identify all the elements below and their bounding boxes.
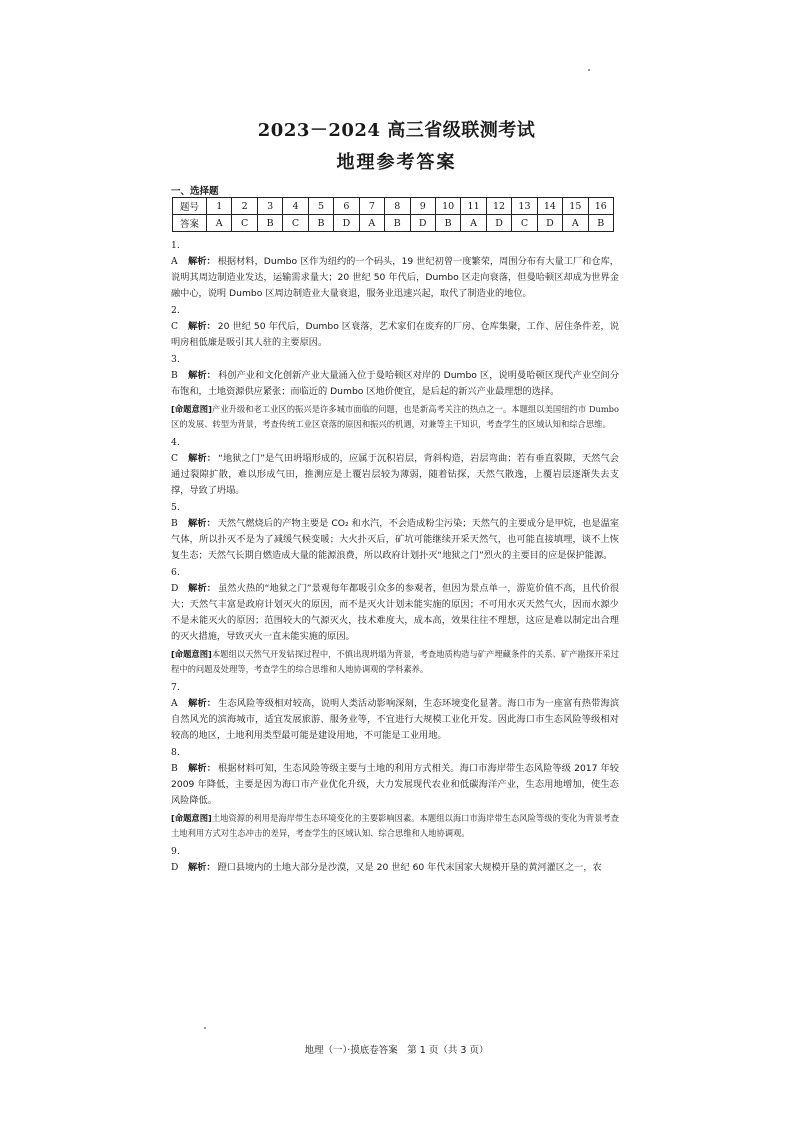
- intent-text: 产业升级和老工业区的振兴是许多城市面临的问题，也是新高考关注的热点之一。本题组以美国纽约市 Dumbo 区的发展、转型为背景，考查传统工业区衰落的原因和振兴的机遇，对兼等主干知识，考查学生的区域认知和综合思维。: [171, 404, 619, 429]
- section-heading: 一、选择题: [171, 186, 219, 197]
- intent-text: 土地资源的利用是海岸带生态环境变化的主要影响因素。本题组以海口市海岸带生态风险等级的变化为背景考查土地利用方式对生态冲击的差异，考查学生的区域认知、综合思维和人地协调观。: [171, 813, 619, 838]
- question-number-cell: 11: [461, 198, 486, 215]
- analysis-text: 科创产业和文化创新产业大量涌入位于曼哈顿区对岸的 Dumbo 区，说明曼哈顿区现代产业空间分布饱和，土地资源供应紧张；而临近的 Dumbo 区地价便宜，是后起的新兴产业最理想的选择。: [171, 370, 620, 397]
- analysis-text: “地狱之门”是气田坍塌形成的，应属于沉积岩层，背斜构造，岩层弯曲；若有垂直裂隙，天然气会通过裂隙扩散，难以形成气田，推测应是上覆岩层较为薄弱，随着钻探，天然气散逸，上覆岩层逐渐失去支撑，导致了坍塌。: [171, 453, 619, 496]
- question-number-cell: 12: [486, 198, 511, 215]
- answer-cell: D: [334, 215, 359, 232]
- answer-cell: C: [232, 215, 257, 232]
- answer-cell: C: [283, 215, 308, 232]
- item-number: 7. A: [171, 682, 180, 709]
- answer-table: [172, 197, 614, 232]
- answer-cell: D: [486, 215, 511, 232]
- scan-speck: [204, 1027, 206, 1029]
- row-label-answers: 答案: [173, 215, 207, 232]
- answer-cell: B: [435, 215, 460, 232]
- analysis-label: 解析：: [188, 256, 216, 267]
- analysis-text: 20 世纪 50 年代后，Dumbo 区衰落，艺术家们在废弃的厂房、仓库集聚，工作、居住条件差，说明房租低廉是吸引其人驻的主要原因。: [171, 321, 619, 348]
- item-number: 1. A: [171, 240, 180, 267]
- intent-text: 本题组以天然气开发钻探过程中，不慎出现坍塌为背景，考查地质构造与矿产埋藏条件的关系、矿产勘探开采过程中的问题及处理等，考查学生的综合思维和人地协调观的学科素养。: [171, 649, 619, 674]
- question-number-cell: 15: [563, 198, 588, 215]
- answer-cell: D: [410, 215, 435, 232]
- analysis-label: 解析：: [188, 698, 217, 709]
- exam-subtitle: 地理参考答案: [336, 152, 457, 173]
- question-number-cell: 3: [257, 198, 282, 215]
- question-number-cell: 7: [359, 198, 384, 215]
- explanation-item: [171, 352, 619, 400]
- answer-cell: B: [588, 215, 613, 232]
- analysis-label: 解析：: [188, 453, 217, 464]
- analysis-label: 解析：: [188, 763, 216, 774]
- answer-cell: A: [359, 215, 384, 232]
- analysis-text: 根据材料可知，生态风险等级主要与土地的利用方式相关。海口市海岸带生态风险等级 2017 年较 2009 年降低，主要是因为海口市产业优化升级，大力发展现代农业和低碳海洋产业，生态用地增加，使生态风险降低。: [171, 763, 619, 806]
- question-number-cell: 5: [308, 198, 333, 215]
- answer-cell: A: [461, 215, 486, 232]
- question-number-cell: 10: [435, 198, 460, 215]
- question-number-cell: 2: [232, 198, 257, 215]
- explanation-item: [171, 745, 619, 809]
- explanation-item: [171, 565, 619, 645]
- analysis-text: 天然气燃烧后的产物主要是 CO₂ 和水汽，不会造成粉尘污染；天然气的主要成分是甲烷，也是温室气体，所以扑灭不是为了减缓气候变暖；大火扑灭后，矿坑可能继续开采天然气，也可能直接填埋，谈不上恢复生态；天然气长期自燃造成大量的能源浪费，所以政府计划扑灭“地狱之门”烈火的主要目的应是保护能源。: [171, 518, 620, 561]
- analysis-text: 根据材料，Dumbo 区作为纽约的一个码头，19 世纪初曾一度繁荣，周围分布有大量工厂和仓库，说明其周边制造业发达，运输需求量大；20 世纪 50 年代后，Dumbo 区走向衰落，但曼哈顿区却成为世界金融中心，说明 Dumbo 区周边制造业大量衰退，服务业迅速兴起，取代了制造业的地位。: [171, 256, 619, 299]
- explanations: [171, 238, 619, 877]
- analysis-label: 解析：: [188, 321, 216, 332]
- design-intent-note: [171, 647, 619, 677]
- analysis-text: 虽然火热的“地狱之门”景观每年都吸引众多的参观者，但因为景点单一，游览价值不高，且代价很大；天然气丰富是政府计划灭火的原因，而不是灭火计划未能实施的原因；不可用水灭天然气火，因而水源少不是未能灭火的原因；范围较大的气源灭火，技术难度大，成本高，效果往往不理想，这应是难以制定出合理的灭火措施，导致灭火一直未能实施的原因。: [171, 583, 619, 642]
- analysis-label: 解析：: [188, 862, 216, 873]
- explanation-item: [171, 680, 619, 744]
- page-footer: 地理（一）·摸底卷答案 第 1 页（共 3 页）: [304, 1045, 489, 1056]
- analysis-label: 解析：: [188, 518, 216, 529]
- item-number: 2. C: [171, 305, 180, 332]
- exam-title: 2023－2024 高三省级联测考试: [257, 120, 536, 141]
- answer-cell: D: [537, 215, 562, 232]
- item-number: 4. C: [171, 437, 180, 464]
- explanation-item: [171, 435, 619, 499]
- answer-cell: C: [512, 215, 537, 232]
- item-number: 6. D: [171, 567, 180, 594]
- intent-tag: [命题意图]: [171, 813, 212, 823]
- row-label-numbers: 题号: [173, 198, 207, 215]
- design-intent-note: [171, 402, 619, 432]
- intent-tag: [命题意图]: [171, 649, 212, 659]
- item-number: 3. B: [171, 354, 180, 381]
- scan-speck: [588, 69, 590, 71]
- design-intent-note: [171, 811, 619, 841]
- question-number-cell: 14: [537, 198, 562, 215]
- question-number-row: [173, 198, 614, 215]
- intent-tag: [命题意图]: [171, 404, 212, 414]
- explanation-item: [171, 238, 619, 302]
- answer-row: [173, 215, 614, 232]
- explanation-item: [171, 844, 619, 876]
- item-number: 5. B: [171, 502, 180, 529]
- question-number-cell: 8: [385, 198, 410, 215]
- analysis-text: 蹬口县境内的土地大部分是沙漠，又是 20 世纪 60 年代末国家大规模开垦的黄河灌区之一，农: [217, 862, 602, 873]
- answer-cell: B: [257, 215, 282, 232]
- question-number-cell: 4: [283, 198, 308, 215]
- question-number-cell: 1: [207, 198, 232, 215]
- analysis-text: 生态风险等级相对较高，说明人类活动影响深刻，生态环境变化显著。海口市为一座富有热带海滨自然风光的滨海城市，适宜发展旅游、服务业等，不宜进行大规模工业化开发。因此海口市生态风险等级相对较高的地区，土地利用类型最可能是建设用地，不可能是工业用地。: [171, 698, 620, 741]
- analysis-label: 解析：: [188, 370, 216, 381]
- item-number: 9. D: [171, 846, 180, 873]
- answer-cell: A: [207, 215, 232, 232]
- explanation-item: [171, 303, 619, 351]
- question-number-cell: 16: [588, 198, 613, 215]
- answer-cell: A: [563, 215, 588, 232]
- question-number-cell: 9: [410, 198, 435, 215]
- question-number-cell: 13: [512, 198, 537, 215]
- answer-cell: B: [308, 215, 333, 232]
- answer-cell: B: [385, 215, 410, 232]
- item-number: 8. B: [171, 747, 180, 774]
- analysis-label: 解析：: [188, 583, 217, 594]
- explanation-item: [171, 500, 619, 564]
- question-number-cell: 6: [334, 198, 359, 215]
